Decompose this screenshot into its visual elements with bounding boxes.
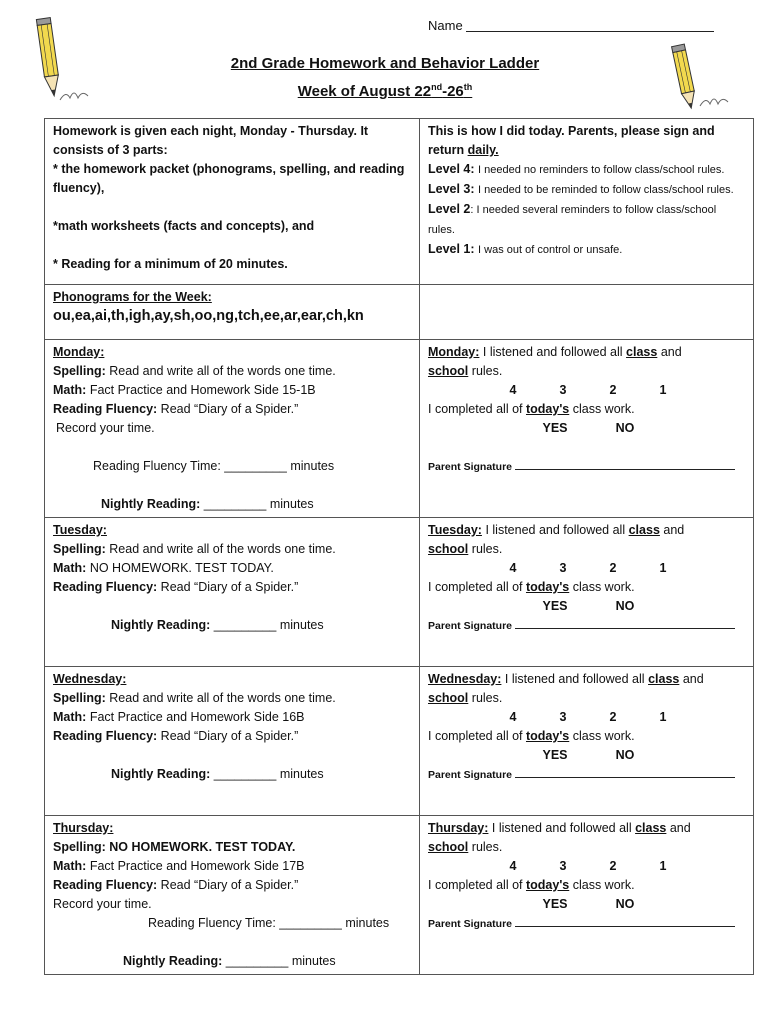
phonograms-empty-cell <box>420 285 754 340</box>
monday-homework-cell: Monday: Spelling: Read and write all of the words one time. Math: Fact Practice and Homework Side 15-1B Reading Fluency: Read “Diary of a Spider.” Record your time. Reading Fluency Time: _________ minutes Nightly Reading: _________ minutes <box>45 340 420 518</box>
page-title: 2nd Grade Homework and Behavior Ladder <box>230 55 540 72</box>
yes-no-options[interactable]: YES NO <box>542 748 635 762</box>
thursday-homework-cell: Thursday: Spelling: NO HOMEWORK. TEST TODAY. Math: Fact Practice and Homework Side 17B Reading Fluency: Read “Diary of a Spider.” Record your time. Reading Fluency Time: _________ minutes Nightly Reading: _________ minutes <box>45 816 420 975</box>
tuesday-behavior-cell: Tuesday: I listened and followed all class and school rules. 4 3 2 1 I completed all of today's class work. YES NO Parent Signature <box>420 518 754 667</box>
pencil-right-icon <box>668 40 748 112</box>
rating-options[interactable]: 4 3 2 1 <box>509 710 667 724</box>
fluency-time-field[interactable]: Reading Fluency Time: _________ minutes <box>93 459 335 473</box>
levels-cell: This is how I did today. Parents, please sign and return daily. Level 4: I needed no reminders to follow class/school rules. Level 3: I needed to be reminded to follow class/school rules. Level 2: I needed several reminders to follow class/school rules. Level 1: I was out of control or unsafe. <box>420 119 754 285</box>
rating-options[interactable]: 4 3 2 1 <box>509 561 667 575</box>
week-title: Week of August 22nd-26th <box>297 82 473 100</box>
wednesday-behavior-cell: Wednesday: I listened and followed all class and school rules. 4 3 2 1 I completed all of today's class work. YES NO Parent Signature <box>420 667 754 816</box>
thursday-behavior-cell: Thursday: I listened and followed all class and school rules. 4 3 2 1 I completed all of today's class work. YES NO Parent Signature <box>420 816 754 975</box>
fluency-time-field[interactable]: Reading Fluency Time: _________ minutes <box>148 916 390 930</box>
name-field[interactable] <box>428 18 714 33</box>
name-blank[interactable] <box>466 19 714 32</box>
wednesday-homework-cell: Wednesday: Spelling: Read and write all of the words one time. Math: Fact Practice and Homework Side 16B Reading Fluency: Read “Diary of a Spider.” Nightly Reading: _________ minutes <box>45 667 420 816</box>
rating-options[interactable]: 4 3 2 1 <box>509 859 667 873</box>
parent-signature-field[interactable]: Parent Signature <box>428 914 745 934</box>
yes-no-options[interactable]: YES NO <box>542 421 635 435</box>
parent-signature-field[interactable]: Parent Signature <box>428 616 745 636</box>
monday-behavior-cell: Monday: I listened and followed all class and school rules. 4 3 2 1 I completed all of today's class work. YES NO Parent Signature <box>420 340 754 518</box>
parent-signature-field[interactable]: Parent Signature <box>428 457 745 477</box>
phonograms-cell: Phonograms for the Week: ou,ea,ai,th,igh,ay,sh,oo,ng,tch,ee,ar,ear,ch,kn <box>45 285 420 340</box>
yes-no-options[interactable]: YES NO <box>542 599 635 613</box>
rating-options[interactable]: 4 3 2 1 <box>509 383 667 397</box>
nightly-reading-field[interactable]: Nightly Reading: _________ minutes <box>123 954 336 968</box>
nightly-reading-field[interactable]: Nightly Reading: _________ minutes <box>101 497 314 511</box>
tuesday-homework-cell: Tuesday: Spelling: Read and write all of the words one time. Math: NO HOMEWORK. TEST TODAY. Reading Fluency: Read “Diary of a Spider.” Nightly Reading: _________ minutes <box>45 518 420 667</box>
name-label: Name <box>428 18 463 33</box>
nightly-reading-field[interactable]: Nightly Reading: _________ minutes <box>111 618 324 632</box>
homework-table <box>44 118 754 975</box>
yes-no-options[interactable]: YES NO <box>542 897 635 911</box>
parent-signature-field[interactable]: Parent Signature <box>428 765 745 785</box>
intro-cell: Homework is given each night, Monday - Thursday. It consists of 3 parts: * the homework packet (phonograms, spelling, and reading fluency), *math worksheets (facts and concepts), and * Reading for a minimum of 20 minutes. <box>45 119 420 285</box>
nightly-reading-field[interactable]: Nightly Reading: _________ minutes <box>111 767 324 781</box>
